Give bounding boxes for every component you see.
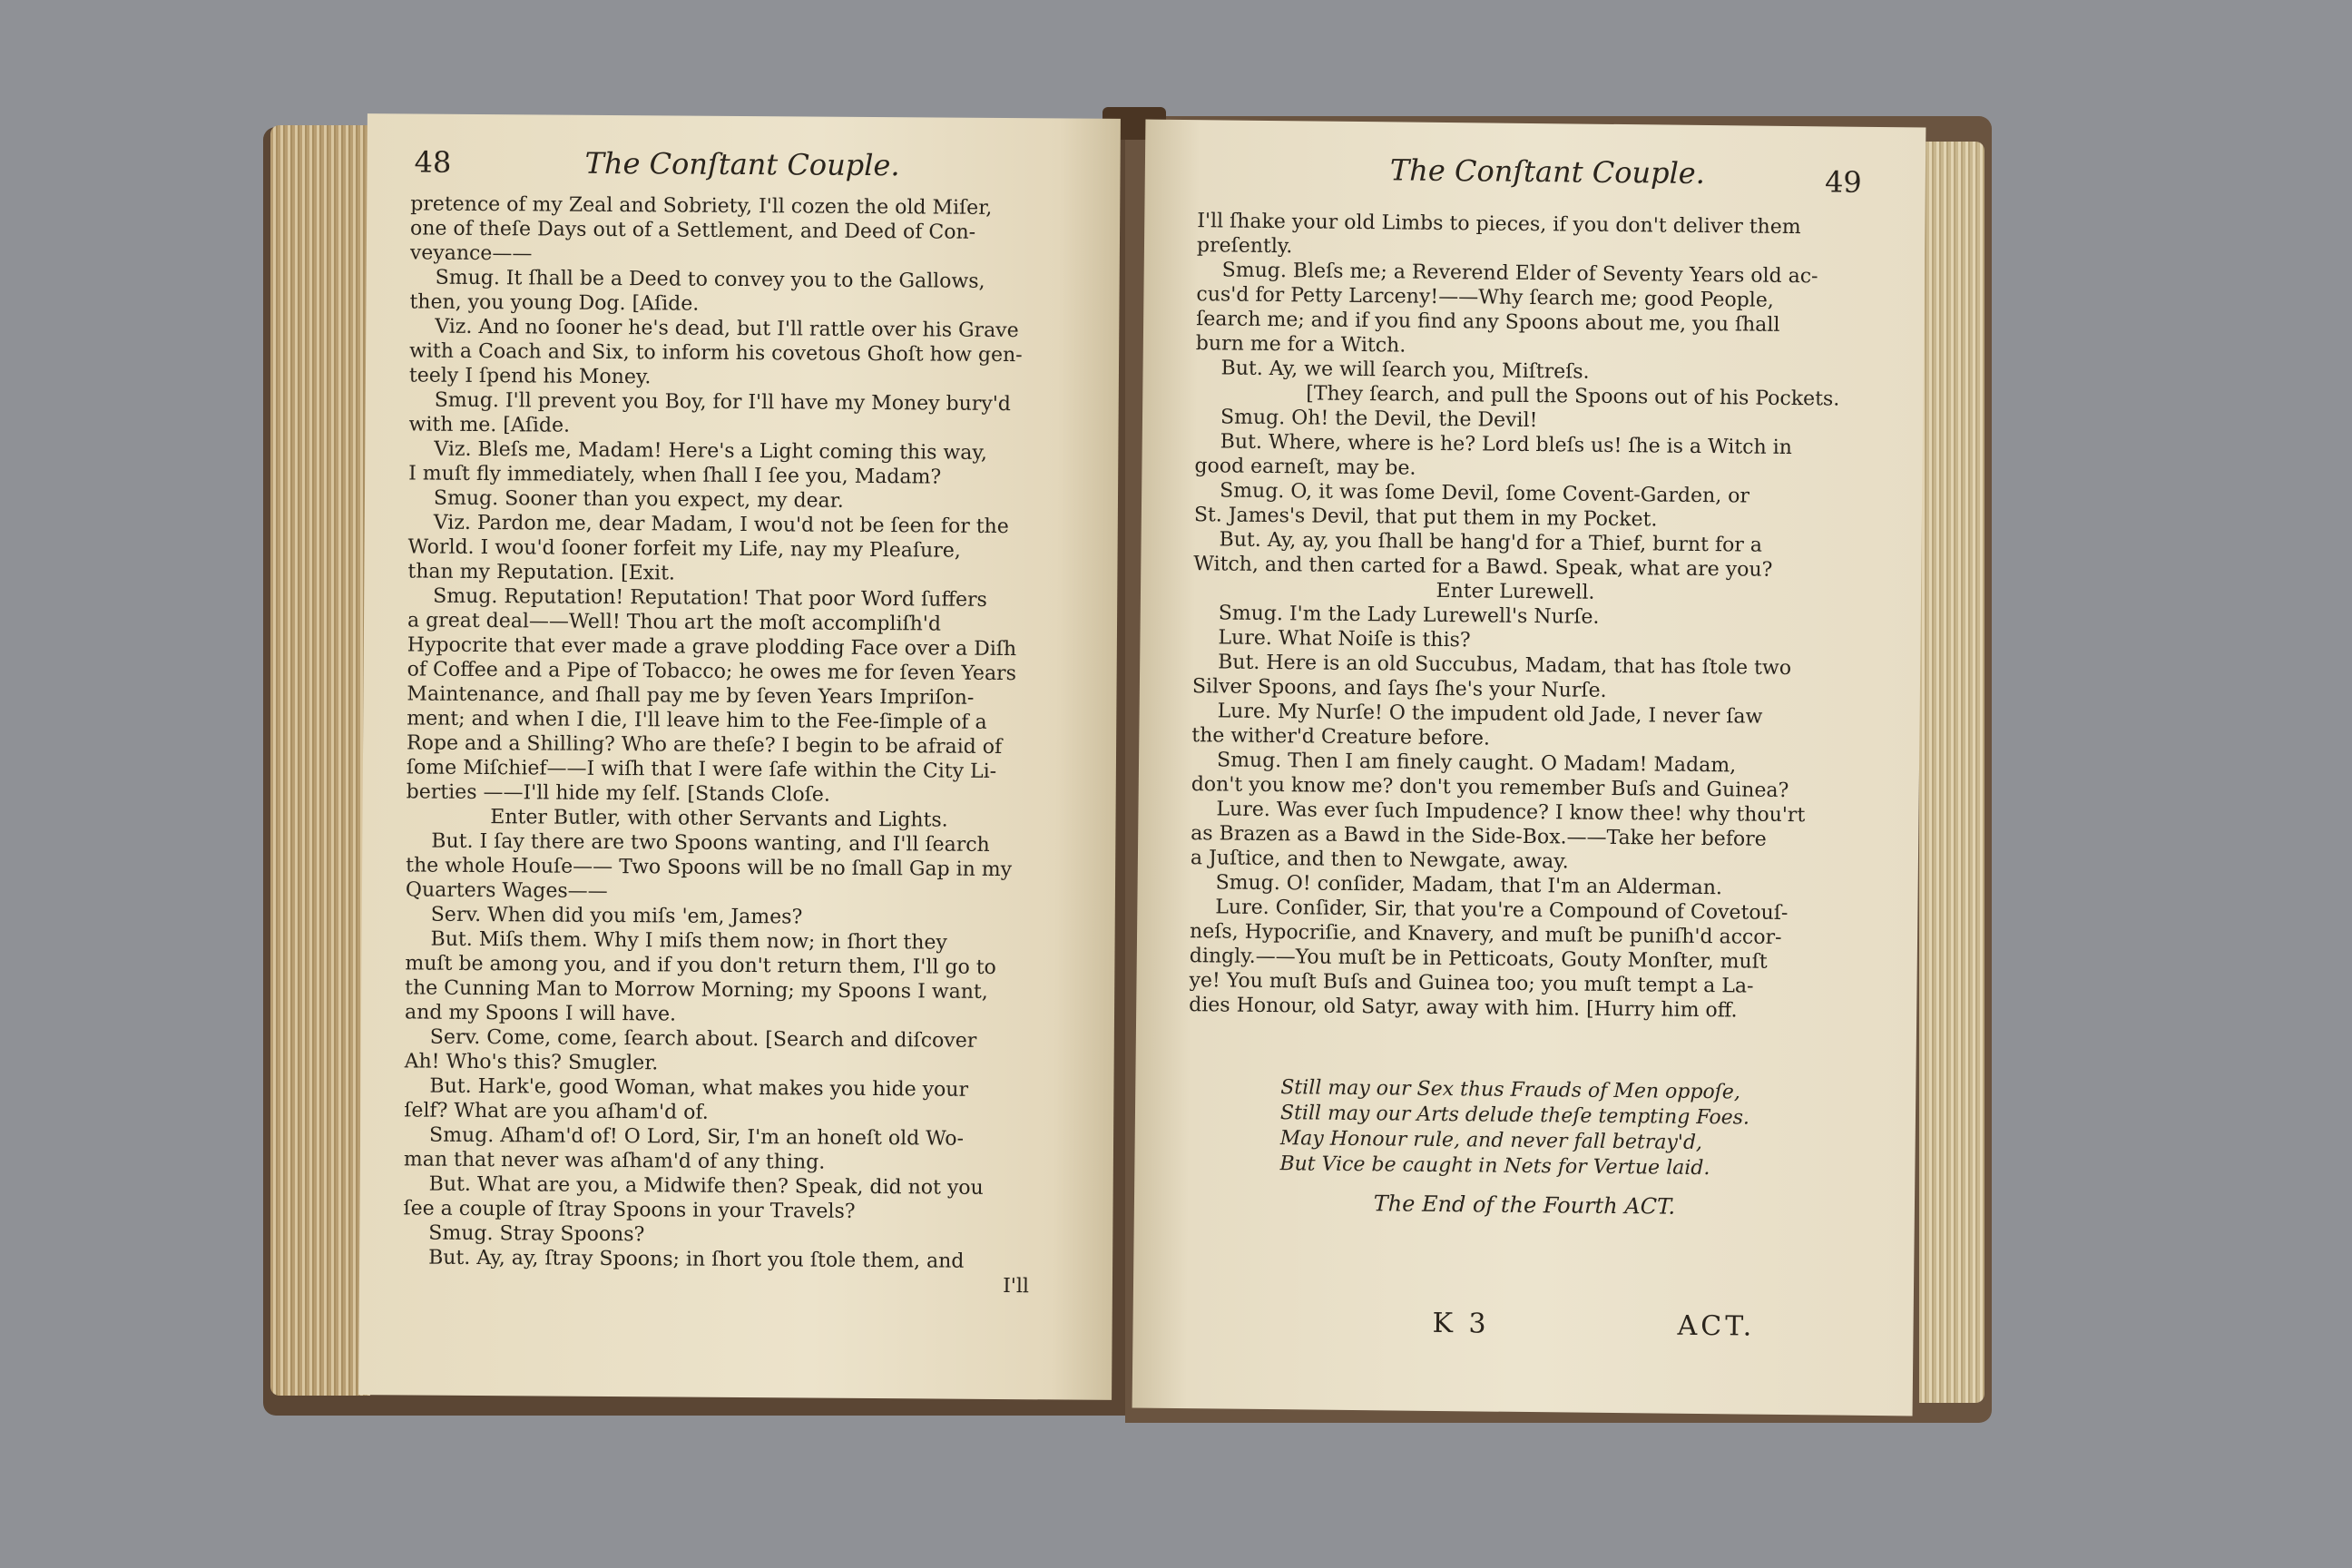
text-line: Ah! Who's this? Smugler.: [404, 1050, 659, 1075]
text-line: Smug. Aſham'd of! O Lord, Sir, I'm an honeſt old Wo-: [428, 1123, 965, 1151]
text-line: of Coffee and a Pipe of Tobacco; he owes me for ſeven Years: [407, 658, 1017, 686]
right-page-header: [1145, 151, 1926, 204]
text-line: World. I wou'd ſooner forfeit my Life, nay my Pleaſure,: [407, 535, 961, 563]
text-line: a great deal——Well! Thou art the moſt accompliſh'd: [407, 609, 942, 636]
text-line: Witch, and then carted for a Bawd. Speak, what are you?: [1193, 553, 1773, 582]
text-line: But. What are you, a Midwife then? Speak, did not you: [428, 1172, 984, 1200]
text-line: But. Where, where is he? Lord bleſs us! ſhe is a Witch in: [1220, 430, 1793, 460]
text-line: and my Spoons I will have.: [404, 1001, 677, 1026]
text-line: Rope and a Shilling? Who are theſe? I begin to be afraid of: [407, 731, 1003, 760]
text-line: berties ——I'll hide my ſelf. [Stands Cloſe.: [406, 780, 830, 807]
page-number: 48: [414, 144, 452, 180]
text-line: ye! You muſt Buſs and Guinea too; you muſt tempt a La-: [1189, 969, 1754, 998]
text-line: Lure. Conſider, Sir, that you're a Compound of Covetouſ-: [1215, 896, 1788, 925]
text-line: the whole Houſe—— Two Spoons will be no ſmall Gap in my: [406, 854, 1013, 882]
text-line: preſently.: [1196, 234, 1293, 259]
text-line: ſearch me; and if you find any Spoons about me, you ſhall: [1196, 308, 1780, 337]
text-line: Viz. Pardon me, dear Madam, I wou'd not be ſeen for the: [433, 511, 1009, 539]
page-edges-right: [1919, 142, 1984, 1403]
text-line: Serv. Come, come, ſearch about. [Search and diſcover: [429, 1025, 977, 1053]
text-line: man that never was aſham'd of any thing.: [403, 1148, 826, 1174]
verse-line: May Honour rule, and never fall betray'd,: [1279, 1127, 1703, 1155]
end-of-act-note: The End of the Fourth ACT.: [1373, 1191, 1676, 1220]
text-line: Smug. I'll prevent you Boy, for I'll have my Money bury'd: [434, 388, 1012, 416]
text-line: as Brazen as a Bawd in the Side-Box.——Take her before: [1191, 822, 1767, 851]
text-line: I'll ſhake your old Limbs to pieces, if you don't deliver them: [1197, 210, 1801, 240]
text-line: Smug. O, it was ſome Devil, ſome Covent-Garden, or: [1220, 479, 1750, 508]
text-line: But. Miſs them. Why I miſs them now; in ſhort they: [430, 927, 948, 955]
text-line: Enter Butler, with other Servants and Lights.: [490, 806, 948, 832]
text-line: Smug. Stray Spoons?: [428, 1221, 645, 1247]
text-line: than my Reputation. [Exit.: [407, 560, 676, 585]
page-edges-left: [270, 125, 370, 1396]
text-line: dies Honour, old Satyr, away with him. [Hurry him off.: [1189, 994, 1738, 1023]
closing-verse: [1279, 1075, 1788, 1182]
text-line: good earneſt, may be.: [1194, 455, 1416, 480]
text-line: Smug. I'm the Lady Lurewell's Nurſe.: [1218, 602, 1600, 629]
text-line: Silver Spoons, and ſays ſhe's your Nurſe.: [1191, 675, 1607, 702]
text-line: then, you young Dog. [Aſide.: [409, 290, 700, 316]
text-line: Hypocrite that ever made a grave plodding Face over a Diſh: [407, 633, 1017, 662]
text-line: St. James's Devil, that put them in my Pocket.: [1193, 504, 1658, 532]
text-line: with me. [Aſide.: [408, 413, 571, 437]
text-line: the Cunning Man to Morrow Morning; my Spoons I want,: [405, 976, 988, 1004]
text-line: [They ſearch, and pull the Spoons out of his Pockets.: [1306, 382, 1840, 411]
verse-line: Still may our Arts delude theſe tempting Foes.: [1279, 1102, 1750, 1130]
left-page-text: [403, 191, 1036, 1298]
text-line: ſelf? What are you aſham'd of.: [404, 1099, 709, 1124]
text-line: Serv. When did you miſs 'em, James?: [430, 903, 803, 929]
text-line: one of theſe Days out of a Settlement, and Deed of Con-: [409, 217, 976, 244]
text-line: Smug. Sooner than you expect, my dear.: [433, 486, 844, 513]
left-page: [358, 113, 1121, 1400]
text-line: pretence of my Zeal and Sobriety, I'll cozen the old Miſer,: [410, 192, 993, 220]
text-line: I muſt fly immediately, when ſhall I ſee you, Madam?: [408, 462, 942, 489]
text-line: Smug. Reputation! Reputation! That poor Word ſuffers: [433, 584, 987, 612]
running-head: The Conſtant Couple.: [1389, 152, 1706, 191]
right-page: [1132, 120, 1926, 1416]
text-line: Viz. And no ſooner he's dead, but I'll rattle over his Grave: [435, 315, 1019, 343]
text-line: dingly.——You muſt be in Petticoats, Gouty Monſter, muſt: [1189, 945, 1768, 974]
text-line: Lure. My Nurſe! O the impudent old Jade, I never ſaw: [1217, 700, 1763, 729]
verse-line: Still may our Sex thus Frauds of Men oppoſe,: [1280, 1076, 1741, 1104]
text-line: Smug. It ſhall be a Deed to convey you to the Gallows,: [435, 266, 985, 293]
text-line: But. Hark'e, good Woman, what makes you hide your: [429, 1074, 969, 1102]
text-line: the wither'd Creature before.: [1191, 724, 1491, 750]
text-line: But. Here is an old Succubus, Madam, that has ſtole two: [1218, 651, 1792, 681]
text-line: Enter Lurewell.: [1436, 579, 1595, 604]
text-line: Smug. O! conſider, Madam, that I'm an Alderman.: [1215, 871, 1723, 900]
text-line: with a Coach and Six, to inform his covetous Ghoſt how gen-: [409, 339, 1023, 368]
text-line: Viz. Bleſs me, Madam! Here's a Light coming this way,: [434, 437, 988, 465]
text-line: Quarters Wages——: [405, 878, 608, 903]
text-line: a Juſtice, and then to Newgate, away.: [1190, 847, 1569, 874]
text-line: But. Ay, we will ſearch you, Miſtreſs.: [1220, 357, 1590, 384]
text-line: ſee a couple of ſtray Spoons in your Travels?: [403, 1197, 856, 1223]
text-line: But. Ay, ay, ſtray Spoons; in ſhort you ſtole them, and: [428, 1246, 965, 1273]
page-number: 49: [1824, 164, 1862, 200]
open-book: [263, 107, 1992, 1418]
text-line: Smug. Then I am finely caught. O Madam! Madam,: [1216, 749, 1737, 778]
text-line: But. Ay, ay, you ſhall be hang'd for a Thief, burnt for a: [1219, 528, 1763, 557]
text-line: ſome Miſchief——I wiſh that I were ſafe within the City Li-: [406, 756, 997, 783]
text-line: muſt be among you, and if you don't return them, I'll go to: [405, 952, 996, 979]
right-page-text: [1189, 209, 1841, 1024]
text-line: But. I ſay there are two Spoons wanting, and I'll ſearch: [431, 829, 990, 857]
text-line: Maintenance, and ſhall pay me by ſeven Years Impriſon-: [407, 682, 975, 710]
text-line: neſs, Hypocriſie, and Knavery, and muſt be puniſh'd accor-: [1189, 920, 1782, 949]
text-line: burn me for a Witch.: [1195, 332, 1406, 358]
text-line: don't you know me? don't you remember Buſs and Guinea?: [1191, 773, 1789, 802]
text-line: I'll: [1003, 1275, 1030, 1298]
signature-mark: K 3: [1432, 1307, 1490, 1340]
left-page-header: [367, 144, 1120, 195]
text-line: Lure. Was ever ſuch Impudence? I know thee! why thou'rt: [1216, 798, 1806, 828]
text-line: Smug. Bleſs me; a Reverend Elder of Seventy Years old ac-: [1221, 259, 1818, 289]
catchword: ACT.: [1677, 1309, 1756, 1343]
text-line: cus'd for Petty Larceny!——Why ſearch me; good People,: [1196, 283, 1774, 312]
text-line: teely I ſpend his Money.: [408, 364, 652, 389]
text-line: Lure. What Noiſe is this?: [1218, 626, 1471, 652]
verse-line: But Vice be caught in Nets for Vertue laid.: [1279, 1152, 1710, 1181]
text-line: veyance——: [409, 241, 533, 266]
text-line: Smug. Oh! the Devil, the Devil!: [1220, 406, 1538, 433]
running-head: The Conſtant Couple.: [584, 145, 900, 183]
text-line: ment; and when I die, I'll leave him to the Fee-ſimple of a: [407, 707, 987, 734]
